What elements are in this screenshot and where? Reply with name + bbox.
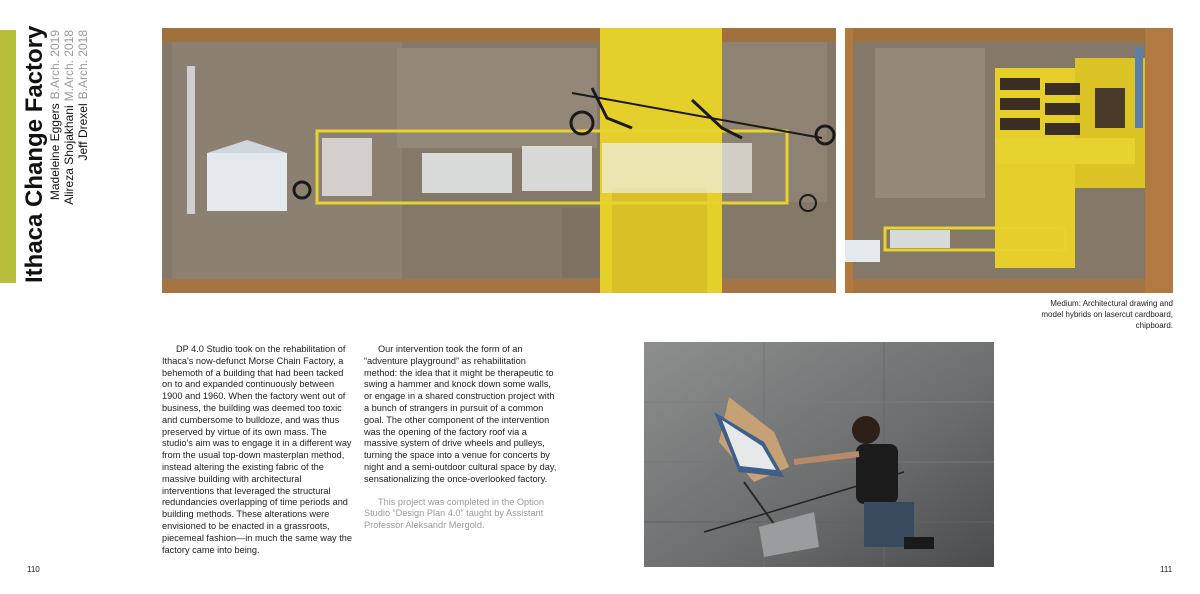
author-name: Madeleine Eggers [48,103,62,201]
author-degree: B.Arch. 2018 [76,30,90,100]
author-degree: M.Arch. 2018 [62,30,76,102]
model-elevation-photo [162,28,836,293]
vertical-title-block [21,25,110,283]
page-number-left: 110 [27,565,40,574]
installation-photo [644,342,994,567]
photo-caption: Medium: Architectural drawing and model hybrids on lasercut cardboard, chipboard. [1041,299,1173,330]
author-line [48,30,62,283]
body-column-right [364,344,559,532]
body-paragraph: DP 4.0 Studio took on the rehabilitation of Ithaca's now-defunct Morse Chain Factory, a behemoth of a building that had been tacked on to and expanded continuously between 1900 and 1960. When the factory went out of business, the building was deemed too toxic and cumbersome to bulldoze, and was thus preserved by virtue of its own mass. The studio's aim was to engage it in a different way from the usual top-down masterplan method, instead altering the existing fabric of the massive building with architectural interventions that leveraged the structural redundancies overlapping of time periods and building methods. These alterations were envisioned to be enacted in a grassroots, piecemeal fashion—in much the same way the factory came into being. [162,344,352,555]
project-title: Ithaca Change Factory [21,25,48,283]
author-degree: B.Arch. 2019 [48,30,62,100]
body-paragraph: Our intervention took the form of an “adventure playground” as rehabilitation method: the idea that it might be therapeutic to swing a hammer and knock down some walls, or engage in a shared construction project with a bunch of strangers in pursuit of a common goal. The other component of the intervention was the opening of the factory roof via a massive system of drive wheels and pulleys, turning the space into a venue for concerts by night and a semi-outdoor cultural space by day, sensationalizing the once-overlooked factory. [364,344,557,484]
body-column-left [162,344,352,556]
model-plan-photo [845,28,1173,293]
page-number-right: 111 [1160,565,1173,574]
author-name: Jeff Drexel [76,103,90,161]
author-name: Alireza Shojakhani [62,105,76,205]
accent-bar [0,30,16,283]
author-line [62,30,76,283]
credit-note: This project was completed in the Option Studio “Design Plan 4.0” taught by Assistant Professor Aleksandr Mergold. [364,496,544,531]
author-line [76,30,90,283]
